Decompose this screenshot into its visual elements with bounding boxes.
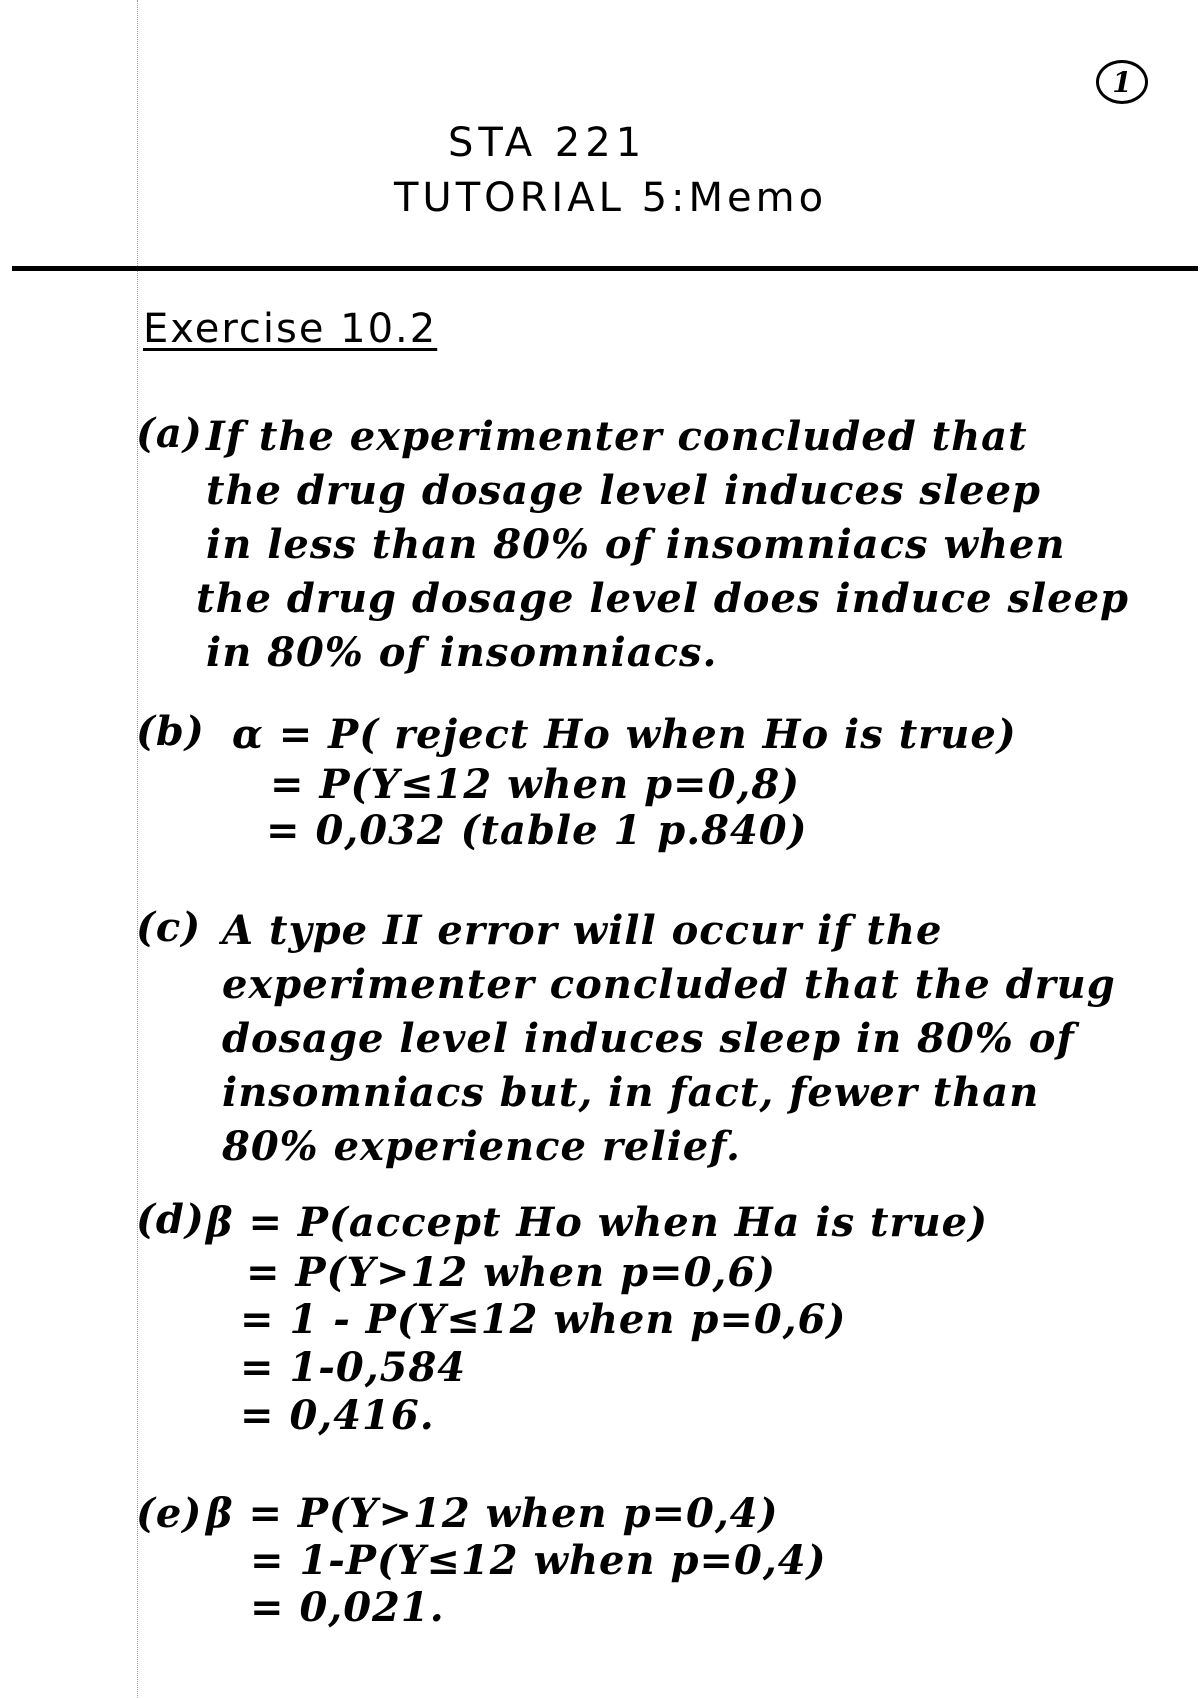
- tutorial-title: TUTORIAL 5:Memo: [394, 175, 828, 221]
- text-line: = 0,032 (table 1 p.840): [266, 807, 808, 854]
- text-line: = 0,416.: [240, 1392, 435, 1439]
- part-label: (a): [136, 410, 203, 457]
- text-line: A type II error will occur if the: [222, 907, 943, 954]
- part-text: [232, 708, 1017, 854]
- text-line: If the experimenter concluded that: [206, 413, 1028, 460]
- text-line: insomniacs but, in fact, fewer than: [222, 1069, 1040, 1116]
- course-code: STA 221: [448, 120, 647, 166]
- part-label: (c): [136, 904, 202, 951]
- text-line: = 0,021.: [250, 1584, 445, 1631]
- part-label: (b): [136, 708, 205, 755]
- title-block: [380, 116, 980, 226]
- part-label: (e): [136, 1490, 203, 1537]
- header-divider: [12, 266, 1198, 271]
- text-line: = 1-0,584: [240, 1344, 467, 1391]
- text-line: experimenter concluded that the drug: [222, 961, 1116, 1008]
- part-text: [222, 904, 1116, 1174]
- part-label: (d): [136, 1196, 205, 1243]
- text-line: α = P( reject Ho when Ho is true): [232, 711, 1017, 758]
- exercise-heading: Exercise 10.2: [143, 306, 438, 352]
- text-line: = P(Y≤12 when p=0,8): [270, 761, 801, 808]
- text-line: = P(Y>12 when p=0,6): [246, 1249, 777, 1296]
- text-line: β = P(accept Ho when Ha is true): [206, 1199, 989, 1246]
- part-text: [206, 1196, 988, 1440]
- text-line: the drug dosage level does induce sleep: [196, 575, 1130, 622]
- text-line: the drug dosage level induces sleep: [206, 467, 1041, 514]
- part-text: [206, 1490, 827, 1632]
- page-number: 1: [1096, 60, 1148, 104]
- text-line: = 1 - P(Y≤12 when p=0,6): [240, 1296, 847, 1343]
- part-text: [196, 410, 1130, 680]
- text-line: dosage level induces sleep in 80% of: [222, 1015, 1075, 1062]
- text-line: in less than 80% of insomniacs when: [206, 521, 1066, 568]
- text-line: β = P(Y>12 when p=0,4): [206, 1490, 779, 1537]
- text-line: = 1-P(Y≤12 when p=0,4): [250, 1537, 827, 1584]
- text-line: in 80% of insomniacs.: [206, 629, 718, 676]
- margin-line: [137, 0, 139, 1698]
- text-line: 80% experience relief.: [222, 1123, 741, 1170]
